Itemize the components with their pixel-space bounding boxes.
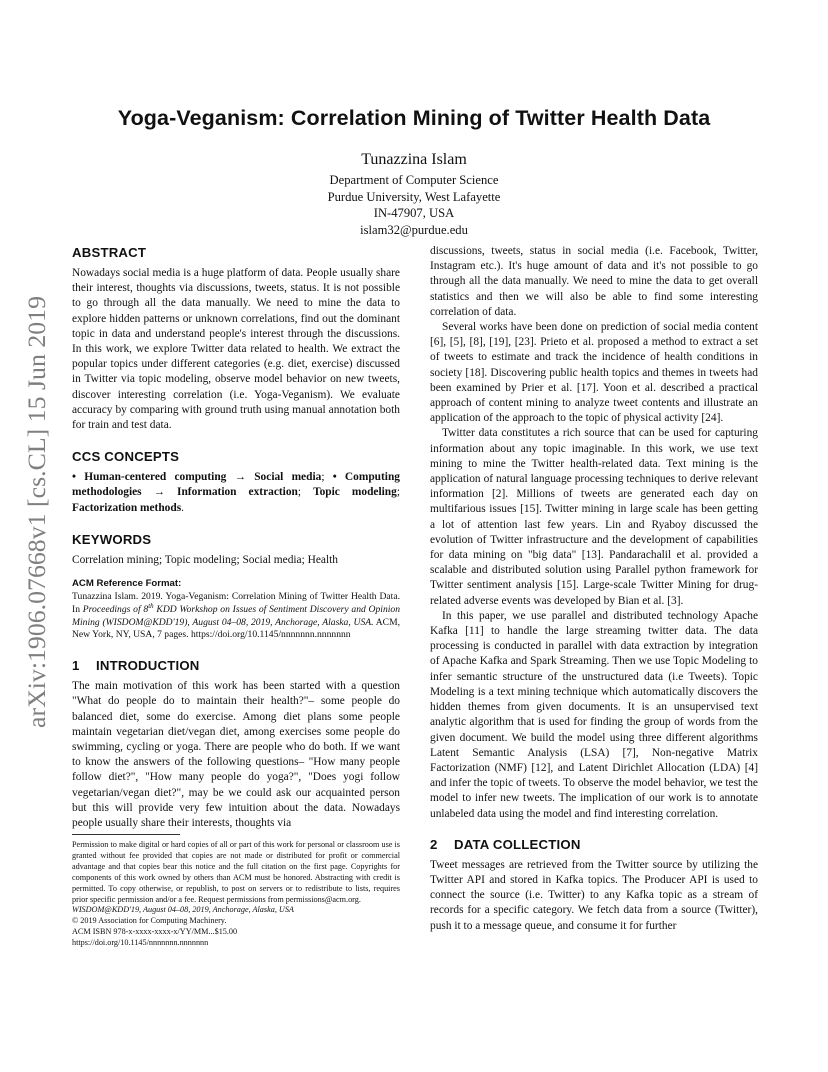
abstract-heading: ABSTRACT — [72, 245, 147, 260]
intro-paragraph-3: Twitter data constitutes a rich source that can be used for capturing information about any topic imaginable. In this work, we use text mining to mine the Twitter health-related data. Text mining is the application of natural language processing techniques to derive relevant information [2]. Millions of tweets are generated each day on multifarious issues [15]. Twitter mining in large scale has been getting a lot of attention last few years. Lin and Ryaboy discussed the evolution of Twitter infrastructure and the development of capabilities for data mining on "big data" [13]. Pandarachalil et al. provided a scalable and distributed solution using Parallel python framework for Twitter sentiment analysis [15]. Large-scale Twitter Mining for drug-related adverse events was developed by Bian et al. [3]. — [430, 427, 758, 607]
author-university: Purdue University, West Lafayette — [327, 189, 501, 204]
ccs-concept-3: Topic modeling — [313, 486, 397, 499]
intro-paragraph-1-continued: discussions, tweets, status in social media (i.e. Facebook, Twitter, Instagram etc.). It's huge amount of data and it's not possible to go through all the data manually. We need to mine the data to get overall statistics and then we will also be able to find some interesting correlation of data. — [430, 245, 758, 318]
acm-reference-proceedings-a: Proceedings of 8 — [82, 603, 149, 615]
data-collection-number: 2 — [430, 836, 438, 852]
intro-paragraph-1: The main motivation of this work has been started with a question "What do people do to maintain their health?"– some people do balanced diet, some do exercise. Among diet plans some people maintain vegetarian diet/vegan diet, among exercises some people do swimming, cycling or yoga. There are people who do both. If we want to know the answers of the following questions– "How many people follow diet?", "How many people do yoga?", "Does yogi follow vegetarian/vegan diet?", may be we could ask our acquainted person but this will provide very few intuition about the data. Nowadays people usually share their interests, thoughts via — [72, 680, 400, 830]
intro-title: INTRODUCTION — [96, 658, 200, 674]
arxiv-stamp-text: arXiv:1906.07668v1 [cs.CL] 15 Jun 2019 — [24, 309, 51, 728]
right-column — [430, 244, 758, 934]
acm-reference-sup: th — [148, 601, 154, 610]
isbn-line: ACM ISBN 978-x-xxxx-xxxx-x/YY/MM...$15.00 — [72, 927, 238, 937]
acm-reference-proceedings-b: KDD Workshop on Issues of Sentiment Discovery and Opinion Mining (WISDOM@KDD'19), August 04–08, 2019, Anchorage, Alaska, USA. — [72, 603, 401, 628]
abstract-text: Nowadays social media is a huge platform of data. People usually share their interest, thoughts via discussions, tweets, status. It is not possible to go through all the data manually. We need to mine the data to explore hidden patterns or unknown correlations, find out the dominant topic in data and understand people's interest through the discussions. In this work, we explore Twitter data related to health. We extract the popular topics under different categories (e.g. diet, exercise) discussed in Twitter via topic modeling, observe model behavior on new tweets, discover interesting correlation (i.e. Yoga-Veganism). We evaluate accuracy by comparing with ground truth using manual annotation both for train and test data. — [72, 267, 400, 432]
acm-reference-part1: Tunazzina Islam. 2019. Yoga-Veganism: Correlation Mining of Twitter Health Data. In — [72, 591, 400, 615]
author-location: IN-47907, USA — [373, 206, 455, 221]
acm-reference — [72, 577, 400, 642]
data-collection-title: DATA COLLECTION — [454, 836, 581, 852]
author-block — [214, 150, 614, 238]
intro-paragraph-2: Several works have been done on prediction of social media content [6], [5], [8], [19], [23]. Prieto et al. proposed a method to extract a set of tweets to estimate and track the incidence of health conditions in society [18]. Discovering public health topics and themes in tweets had been examined by Prier et al. [17]. Yoon et al. described a practical approach of content mining to analyze tweet contents and illustrate an application of the approach to the topic of physical activity [24]. — [430, 321, 758, 425]
ccs-separator: ; — [396, 486, 400, 499]
author-email: islam32@purdue.edu — [360, 222, 468, 237]
arxiv-stamp — [18, 294, 54, 730]
intro-heading — [72, 657, 400, 674]
permission-text: Permission to make digital or hard copies of all or part of this work for personal or classroom use is granted without fee provided that copies are not made or distributed for profit or commercial advantage and that copies bear this notice and the full citation on the first page. Copyrights for components of this work owned by others than ACM must be honored. Abstracting with credit is permitted. To copy otherwise, or republish, to post on servers or to redistribute to lists, requires prior specific permission and/or a fee. Request permissions from permissions@acm.org. — [72, 840, 400, 904]
data-collection-paragraph-1: Tweet messages are retrieved from the Twitter source by utilizing the Twitter API and stored in Kafka topics. The Producer API is used to connect the source (i.e. Twitter) to any Kafka topic as a stream of records for a specific category. We fetch data from a source (Twitter), push it to a message queue, and consume it for further — [430, 858, 758, 932]
paper-title: Yoga-Veganism: Correlation Mining of Twitter Health Data — [117, 106, 711, 130]
keywords-text: Correlation mining; Topic modeling; Social media; Health — [72, 553, 338, 566]
footnote-rule — [72, 834, 180, 835]
ccs-separator: ; — [297, 486, 314, 499]
venue-line: WISDOM@KDD'19, August 04–08, 2019, Anchorage, Alaska, USA — [72, 905, 294, 915]
copyright-footnote — [72, 840, 400, 949]
intro-paragraph-4: In this paper, we use parallel and distributed technology Apache Kafka [11] to handle the large streaming twitter data. The data processing is conducted in parallel with data extraction by integration of Apache Kafka and Spark Streaming. Then we use Topic Modeling to infer semantic structure of the unstructured data (i.e Tweets). Topic Modeling is a text mining technique which automatically discovers the hidden themes from given documents. It is an unsupervised text analytic algorithm that is used for finding the group of words from the given document. We build the model using three different algorithms Latent Semantic Analysis (LSA) [7], Non-negative Matrix Factorization (NMF) [12], and Latent Dirichlet Allocation (LDA) [4] and infer the topic of tweets. To observe the model behavior, we test the model to infer new tweets. The implication of our work is to annotate unlabeled data using the model and find interesting correlation. — [430, 609, 758, 820]
ccs-concept-4: Factorization methods — [72, 501, 182, 514]
copyright-line: © 2019 Association for Computing Machinery. — [72, 916, 227, 926]
ccs-end: . — [181, 501, 184, 514]
data-collection-heading — [430, 836, 758, 853]
acm-reference-heading: ACM Reference Format: — [72, 578, 182, 590]
acm-reference-part2: ACM, New York, NY, USA, 7 pages. https://doi.org/10.1145/nnnnnnn.nnnnnnn — [72, 616, 401, 641]
author-department: Department of Computer Science — [329, 173, 499, 187]
author-name: Tunazzina Islam — [361, 151, 467, 168]
ccs-concepts — [72, 470, 400, 516]
intro-number: 1 — [72, 658, 80, 674]
keywords-heading: KEYWORDS — [72, 531, 152, 547]
acm-reference-text — [72, 591, 400, 642]
ccs-heading: CCS CONCEPTS — [72, 449, 180, 465]
ccs-concept-1: • Human-centered computing → Social media — [72, 471, 322, 484]
left-column — [72, 244, 400, 831]
doi-line: https://doi.org/10.1145/nnnnnnn.nnnnnnn — [72, 938, 209, 948]
ccs-concept-2: • Computing methodologies → Information extraction — [72, 471, 401, 499]
ccs-separator: ; — [321, 471, 333, 484]
